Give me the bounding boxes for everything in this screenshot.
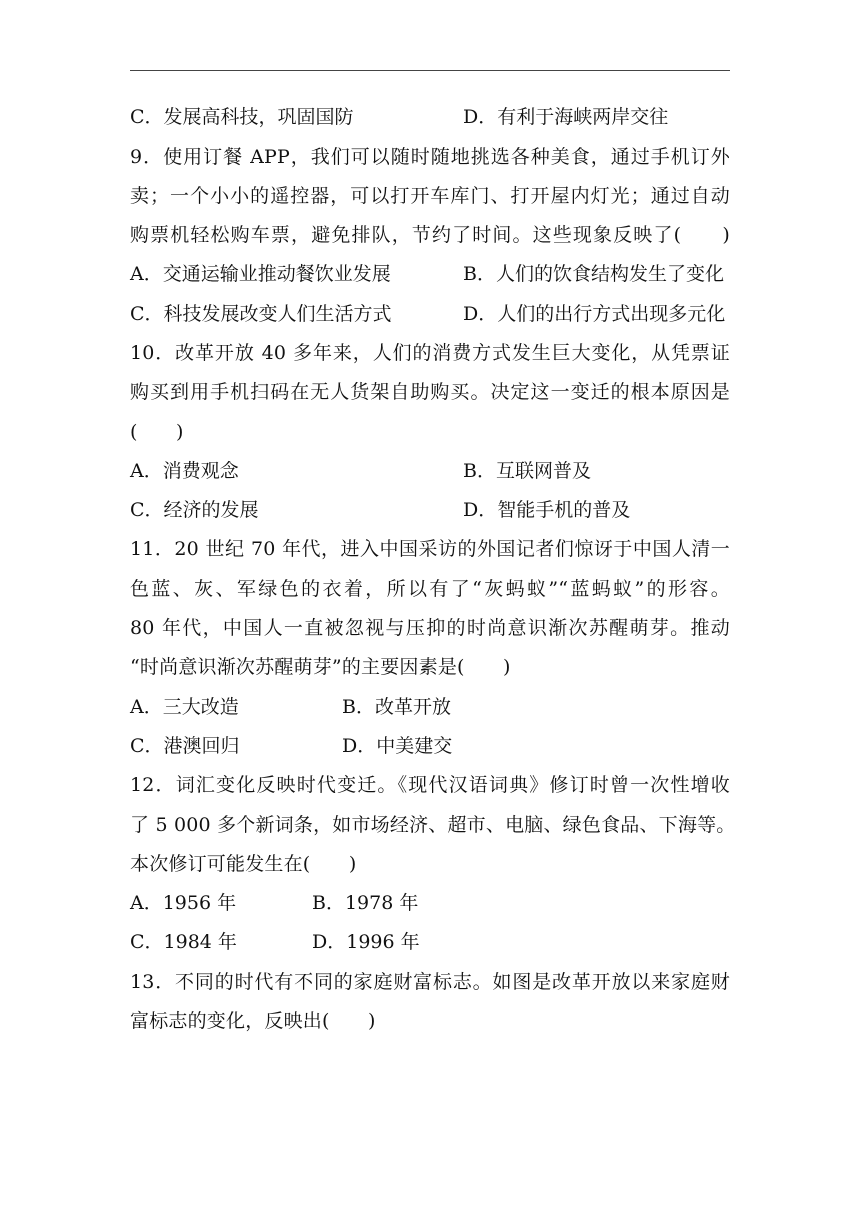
q11-stem-line-1: 11．20 世纪 70 年代，进入中国采访的外国记者们惊讶于中国人清一 bbox=[130, 538, 730, 560]
q11-option-d: D．中美建交 bbox=[342, 735, 453, 757]
q11-stem-line-4: “时尚意识渐次苏醒萌芽”的主要因素是( ) bbox=[130, 656, 511, 678]
q11-option-b: B．改革开放 bbox=[342, 696, 451, 718]
q9-stem-line-2: 卖；一个小小的遥控器，可以打开车库门、打开屋内灯光；通过自动 bbox=[130, 185, 730, 207]
q8-option-c: C．发展高科技，巩固国防 bbox=[130, 106, 354, 128]
q10-stem-line-1: 10．改革开放 40 多年来，人们的消费方式发生巨大变化，从凭票证 bbox=[130, 342, 730, 364]
q9-option-a: A．交通运输业推动餐饮业发展 bbox=[130, 263, 391, 285]
q9-option-d: D．人们的出行方式出现多元化 bbox=[463, 303, 726, 325]
q10-option-c: C．经济的发展 bbox=[130, 499, 259, 521]
header-rule bbox=[130, 70, 730, 71]
q12-stem-line-2: 了 5 000 多个新词条，如市场经济、超市、电脑、绿色食品、下海等。 bbox=[130, 814, 736, 836]
q9-option-c: C．科技发展改变人们生活方式 bbox=[130, 303, 392, 325]
q12-option-a: A．1956 年 bbox=[130, 892, 237, 914]
q12-option-d: D．1996 年 bbox=[312, 931, 420, 953]
q12-stem-line-3: 本次修订可能发生在( ) bbox=[130, 853, 357, 875]
q12-stem-line-1: 12．词汇变化反映时代变迁。《现代汉语词典》修订时曾一次性增收 bbox=[130, 774, 730, 796]
q11-option-c: C．港澳回归 bbox=[130, 735, 240, 757]
q9-stem-line-1: 9．使用订餐 APP，我们可以随时随地挑选各种美食，通过手机订外 bbox=[130, 146, 730, 168]
q10-stem-line-2: 购买到用手机扫码在无人货架自助购买。决定这一变迁的根本原因是 bbox=[130, 381, 730, 403]
q11-stem-line-3: 80 年代，中国人一直被忽视与压抑的时尚意识渐次苏醒萌芽。推动 bbox=[130, 617, 730, 639]
q9-stem-line-3: 购票机轻松购车票，避免排队，节约了时间。这些现象反映了( ) bbox=[130, 224, 730, 246]
q12-option-b: B．1978 年 bbox=[312, 892, 419, 914]
q10-stem-line-3: ( ) bbox=[130, 421, 184, 443]
q8-option-d: D．有利于海峡两岸交往 bbox=[463, 106, 669, 128]
q13-stem-line-1: 13．不同的时代有不同的家庭财富标志。如图是改革开放以来家庭财 bbox=[130, 971, 730, 993]
q11-option-a: A．三大改造 bbox=[130, 696, 239, 718]
q11-stem-line-2: 色蓝、灰、军绿色的衣着，所以有了“灰蚂蚁”“蓝蚂蚁”的形容。 bbox=[130, 578, 730, 600]
q9-option-b: B．人们的饮食结构发生了变化 bbox=[463, 263, 724, 285]
q13-stem-line-2: 富标志的变化，反映出( ) bbox=[130, 1010, 376, 1032]
q10-option-b: B．互联网普及 bbox=[463, 460, 591, 482]
q10-option-d: D．智能手机的普及 bbox=[463, 499, 631, 521]
q12-option-c: C．1984 年 bbox=[130, 931, 237, 953]
q10-option-a: A．消费观念 bbox=[130, 460, 239, 482]
